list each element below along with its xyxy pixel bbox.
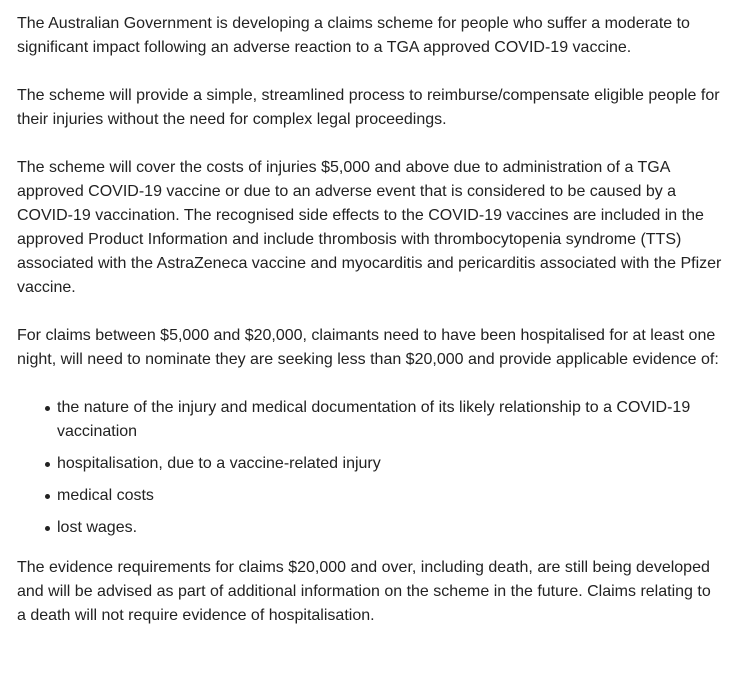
paragraph-coverage: The scheme will cover the costs of injuries $5,000 and above due to administration of a TGA approved COVID-19 vaccine or due to an adverse event that is considered to be caused by a COVID-19 vaccination. The recognised side effects to the COVID-19 vaccines are included in the approved Product Information and include thrombosis with thrombocytopenia syndrome (TTS) associated with the AstraZeneca vaccine and myocarditis and pericarditis associated with the Pfizer vaccine.: [17, 159, 722, 296]
paragraph-intro: The Australian Government is developing a claims scheme for people who suffer a moderate to significant impact following an adverse reaction to a TGA approved COVID-19 vaccine.: [17, 15, 690, 56]
paragraph-closing: The evidence requirements for claims $20,000 and over, including death, are still being developed and will be advised as part of additional information on the scheme in the future. Claims relating to a death will not require evidence of hospitalisation.: [17, 559, 711, 624]
list-item: the nature of the injury and medical documentation of its likely relationship to a COVID-19 vaccination: [57, 396, 722, 444]
evidence-list: [17, 396, 722, 540]
paragraph-claims-threshold: For claims between $5,000 and $20,000, claimants need to have been hospitalised for at least one night, will need to nominate they are seeking less than $20,000 and provide applicable evidence of:: [17, 327, 719, 368]
list-item: hospitalisation, due to a vaccine-related injury: [57, 452, 722, 476]
list-item: medical costs: [57, 484, 722, 508]
paragraph-process: The scheme will provide a simple, streamlined process to reimburse/compensate eligible people for their injuries without the need for complex legal proceedings.: [17, 87, 720, 128]
list-item: lost wages.: [57, 516, 722, 540]
